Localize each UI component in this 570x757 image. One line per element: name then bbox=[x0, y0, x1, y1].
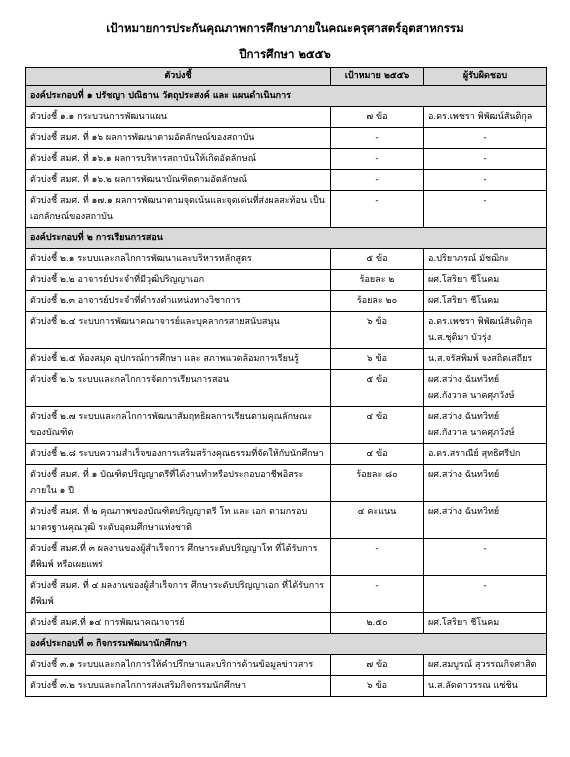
indicator-cell: ตัวบ่งชี้ สมศ. ที่ ๑๗.๑ ผลการพัฒนาตามจุดเน้นและจุดเด่นที่ส่งผลสะท้อน เป็นเอกลักษณ์ของสถาบัน bbox=[26, 191, 331, 228]
owner-name: ผศ.สว่าง ฉันทวิทย์ bbox=[428, 470, 500, 480]
owner-name: น.ส.ชุติมา บัวรุ่ง bbox=[428, 333, 492, 343]
target-cell: ๕ ข้อ bbox=[331, 370, 424, 407]
target-cell: ๔ ข้อ bbox=[331, 444, 424, 465]
table-row bbox=[26, 249, 547, 270]
owner-name: - bbox=[483, 175, 487, 185]
indicator-cell: ตัวบ่งชี้ สมศ. ที่ ๑๖.๑ ผลการบริหารสถาบันให้เกิดอัตลักษณ์ bbox=[26, 149, 331, 170]
academic-year-title: ปีการศึกษา ๒๕๕๖ bbox=[239, 47, 331, 61]
indicator-cell: ตัวบ่งชี้ สมศ. ที่ ๑๖ ผลการพัฒนาตามอัตลักษณ์ของสถาบัน bbox=[26, 128, 331, 149]
owner-name: น.ส.ลัดดาวรรณ แซ่ชิน bbox=[428, 681, 518, 691]
owner-cell bbox=[424, 312, 547, 349]
component-row bbox=[26, 228, 547, 249]
target-cell: - bbox=[331, 149, 424, 170]
header-indicator: ตัวบ่งชี้ bbox=[26, 68, 331, 86]
table-row bbox=[26, 613, 547, 634]
target-cell: ๗ ข้อ bbox=[331, 655, 424, 676]
table-row bbox=[26, 676, 547, 697]
target-cell: ๗ ข้อ bbox=[331, 107, 424, 128]
owner-name: ผศ.สมบูรณ์ สุวรรณกิจศาสิต bbox=[428, 660, 537, 670]
indicator-cell: ตัวบ่งชี้ ๑.๑ กระบวนการพัฒนาแผน bbox=[26, 107, 331, 128]
target-cell: ๖ ข้อ bbox=[331, 676, 424, 697]
indicator-cell: ตัวบ่งชี้ สมศ.ที่ ๑๔ การพัฒนาคณาจารย์ bbox=[26, 613, 331, 634]
component-row bbox=[26, 634, 547, 655]
owner-cell bbox=[424, 502, 547, 539]
owner-cell bbox=[424, 128, 547, 149]
owner-cell bbox=[424, 676, 547, 697]
indicator-cell: ตัวบ่งชี้ สมศ. ที่ ๑๖.๒ ผลการพัฒนาบัณฑิตตามอัตลักษณ์ bbox=[26, 170, 331, 191]
target-cell: ร้อยละ ๒๐ bbox=[331, 291, 424, 312]
table-row bbox=[26, 502, 547, 539]
owner-cell bbox=[424, 370, 547, 407]
owner-name: - bbox=[483, 544, 487, 554]
indicator-cell: ตัวบ่งชี้ ๓.๒ ระบบและกลไกการส่งเสริมกิจกรรมนักศึกษา bbox=[26, 676, 331, 697]
table-row bbox=[26, 349, 547, 370]
target-cell: - bbox=[331, 576, 424, 613]
table-row bbox=[26, 107, 547, 128]
table-header-row bbox=[26, 68, 547, 86]
owner-name: อ.ดร.สราณีย์ สุทธิศรีปก bbox=[428, 449, 521, 459]
target-cell: ๕ ข้อ bbox=[331, 249, 424, 270]
owner-cell bbox=[424, 249, 547, 270]
indicator-cell: ตัวบ่งชี้ สมศ. ที่ ๑ บัณฑิตปริญญาตรีที่ได้งานทำหรือประกอบอาชีพอิสระ ภายใน ๑ ปี bbox=[26, 465, 331, 502]
table-row bbox=[26, 312, 547, 349]
component-heading: องค์ประกอบที่ ๓ กิจกรรมพัฒนานักศึกษา bbox=[26, 634, 547, 655]
table-row bbox=[26, 270, 547, 291]
table-row bbox=[26, 149, 547, 170]
owner-cell bbox=[424, 149, 547, 170]
table-row bbox=[26, 170, 547, 191]
indicator-cell: ตัวบ่งชี้ ๓.๑ ระบบและกลไกการให้คำปรึกษาและบริการด้านข้อมูลข่าวสาร bbox=[26, 655, 331, 676]
table-row bbox=[26, 291, 547, 312]
owner-cell bbox=[424, 539, 547, 576]
owner-cell bbox=[424, 576, 547, 613]
owner-name: ผศ.สว่าง ฉันทวิทย์ bbox=[428, 507, 500, 517]
indicator-cell: ตัวบ่งชี้ ๒.๗ ระบบและกลไกการพัฒนาสัมฤทธิผลการเรียนตามคุณลักษณะ ของบัณฑิต bbox=[26, 407, 331, 444]
owner-name: ผศ.โสริยา ชีโนคม bbox=[428, 618, 500, 628]
table-row bbox=[26, 370, 547, 407]
owner-name: - bbox=[483, 133, 487, 143]
owner-cell bbox=[424, 444, 547, 465]
indicator-cell: ตัวบ่งชี้ ๒.๕ ห้องสมุด อุปกรณ์การศึกษา และ สภาพแวดล้อมการเรียนรู้ bbox=[26, 349, 331, 370]
target-cell: - bbox=[331, 170, 424, 191]
header-target: เป้าหมาย ๒๕๕๖ bbox=[331, 68, 424, 86]
target-cell: ๔ ข้อ bbox=[331, 407, 424, 444]
target-cell: ๖ ข้อ bbox=[331, 349, 424, 370]
owner-cell bbox=[424, 191, 547, 228]
component-heading: องค์ประกอบที่ ๑ ปรัชญา ปณิธาน วัตถุประสงค์ และ แผนดำเนินการ bbox=[26, 86, 547, 107]
document-title: เป้าหมายการประกันคุณภาพการศึกษาภายในคณะครุศาสตร์อุตสาหกรรม bbox=[106, 21, 464, 35]
target-cell: - bbox=[331, 539, 424, 576]
target-cell: ๔ คะแนน bbox=[331, 502, 424, 539]
indicator-cell: ตัวบ่งชี้ สมศ. ที่ ๒ คุณภาพของบัณฑิตปริญญาตรี โท และ เอก ตามกรอบ มาตรฐานคุณวุฒิ ระดับอุดมศึกษาแห่งชาติ bbox=[26, 502, 331, 539]
target-cell: - bbox=[331, 128, 424, 149]
component-row bbox=[26, 86, 547, 107]
owner-name: - bbox=[483, 581, 487, 591]
target-cell: ๒.๕๐ bbox=[331, 613, 424, 634]
owner-cell bbox=[424, 291, 547, 312]
owner-name: ผศ.โสริยา ชีโนคม bbox=[428, 296, 500, 306]
table-row bbox=[26, 444, 547, 465]
targets-table bbox=[25, 67, 547, 697]
target-cell: ๖ ข้อ bbox=[331, 312, 424, 349]
owner-name: ผศ.สว่าง ฉันทวิทย์ bbox=[428, 412, 500, 422]
owner-name: ผศ.กังวาล นาคศุภวังษ์ bbox=[428, 428, 515, 438]
indicator-cell: ตัวบ่งชี้ ๒.๖ ระบบและกลไกการจัดการเรียนการสอน bbox=[26, 370, 331, 407]
owner-cell bbox=[424, 170, 547, 191]
owner-name: - bbox=[483, 196, 487, 206]
owner-name: อ.ดร.เพชรา พิพัฒน์สันติกุล bbox=[428, 112, 533, 122]
indicator-cell: ตัวบ่งชี้ สมศ.ที่ ๓ ผลงานของผู้สำเร็จการ ศึกษาระดับปริญญาโท ที่ได้รับการ ตีพิมพ์ หรือเผยแพร่ bbox=[26, 539, 331, 576]
target-cell: ร้อยละ ๒ bbox=[331, 270, 424, 291]
indicator-cell: ตัวบ่งชี้ ๒.๒ อาจารย์ประจำที่มีวุฒิปริญญาเอก bbox=[26, 270, 331, 291]
table-row bbox=[26, 576, 547, 613]
owner-cell bbox=[424, 613, 547, 634]
owner-name: อ.ดร.เพชรา พิพัฒน์สันติกุล bbox=[428, 317, 533, 327]
owner-name: อ.ปริยาภรณ์ มัชฌิกะ bbox=[428, 254, 510, 264]
table-row bbox=[26, 128, 547, 149]
indicator-cell: ตัวบ่งชี้ ๒.๘ ระบบความสำเร็จของการเสริมสร้างคุณธรรมที่จัดให้กับนักศึกษา bbox=[26, 444, 331, 465]
owner-name: ผศ.โสริยา ชีโนคม bbox=[428, 275, 500, 285]
component-heading: องค์ประกอบที่ ๒ การเรียนการสอน bbox=[26, 228, 547, 249]
owner-cell bbox=[424, 655, 547, 676]
owner-cell bbox=[424, 349, 547, 370]
owner-cell bbox=[424, 107, 547, 128]
table-row bbox=[26, 191, 547, 228]
owner-name: น.ส.จรัสพิมพ์ จงสถิตเสถียร bbox=[428, 354, 533, 364]
owner-cell bbox=[424, 407, 547, 444]
table-body bbox=[26, 86, 547, 697]
indicator-cell: ตัวบ่งชี้ ๒.๑ ระบบและกลไกการพัฒนาและบริหารหลักสูตร bbox=[26, 249, 331, 270]
owner-name: - bbox=[483, 154, 487, 164]
table-row bbox=[26, 655, 547, 676]
indicator-cell: ตัวบ่งชี้ ๒.๔ ระบบการพัฒนาคณาจารย์และบุคลากรสายสนับสนุน bbox=[26, 312, 331, 349]
target-cell: - bbox=[331, 191, 424, 228]
table-row bbox=[26, 465, 547, 502]
owner-cell bbox=[424, 465, 547, 502]
owner-name: ผศ.กังวาล นาคศุภวังษ์ bbox=[428, 391, 515, 401]
indicator-cell: ตัวบ่งชี้ สมศ. ที่ ๔ ผลงานของผู้สำเร็จการ ศึกษาระดับปริญญาเอก ที่ได้รับการ ตีพิมพ์ bbox=[26, 576, 331, 613]
owner-cell bbox=[424, 270, 547, 291]
header-owner: ผู้รับผิดชอบ bbox=[424, 68, 547, 86]
table-row bbox=[26, 539, 547, 576]
table-row bbox=[26, 407, 547, 444]
owner-name: ผศ.สว่าง ฉันทวิทย์ bbox=[428, 375, 500, 385]
indicator-cell: ตัวบ่งชี้ ๒.๓ อาจารย์ประจำที่ดำรงตำแหน่งทางวิชาการ bbox=[26, 291, 331, 312]
target-cell: ร้อยละ ๘๐ bbox=[331, 465, 424, 502]
